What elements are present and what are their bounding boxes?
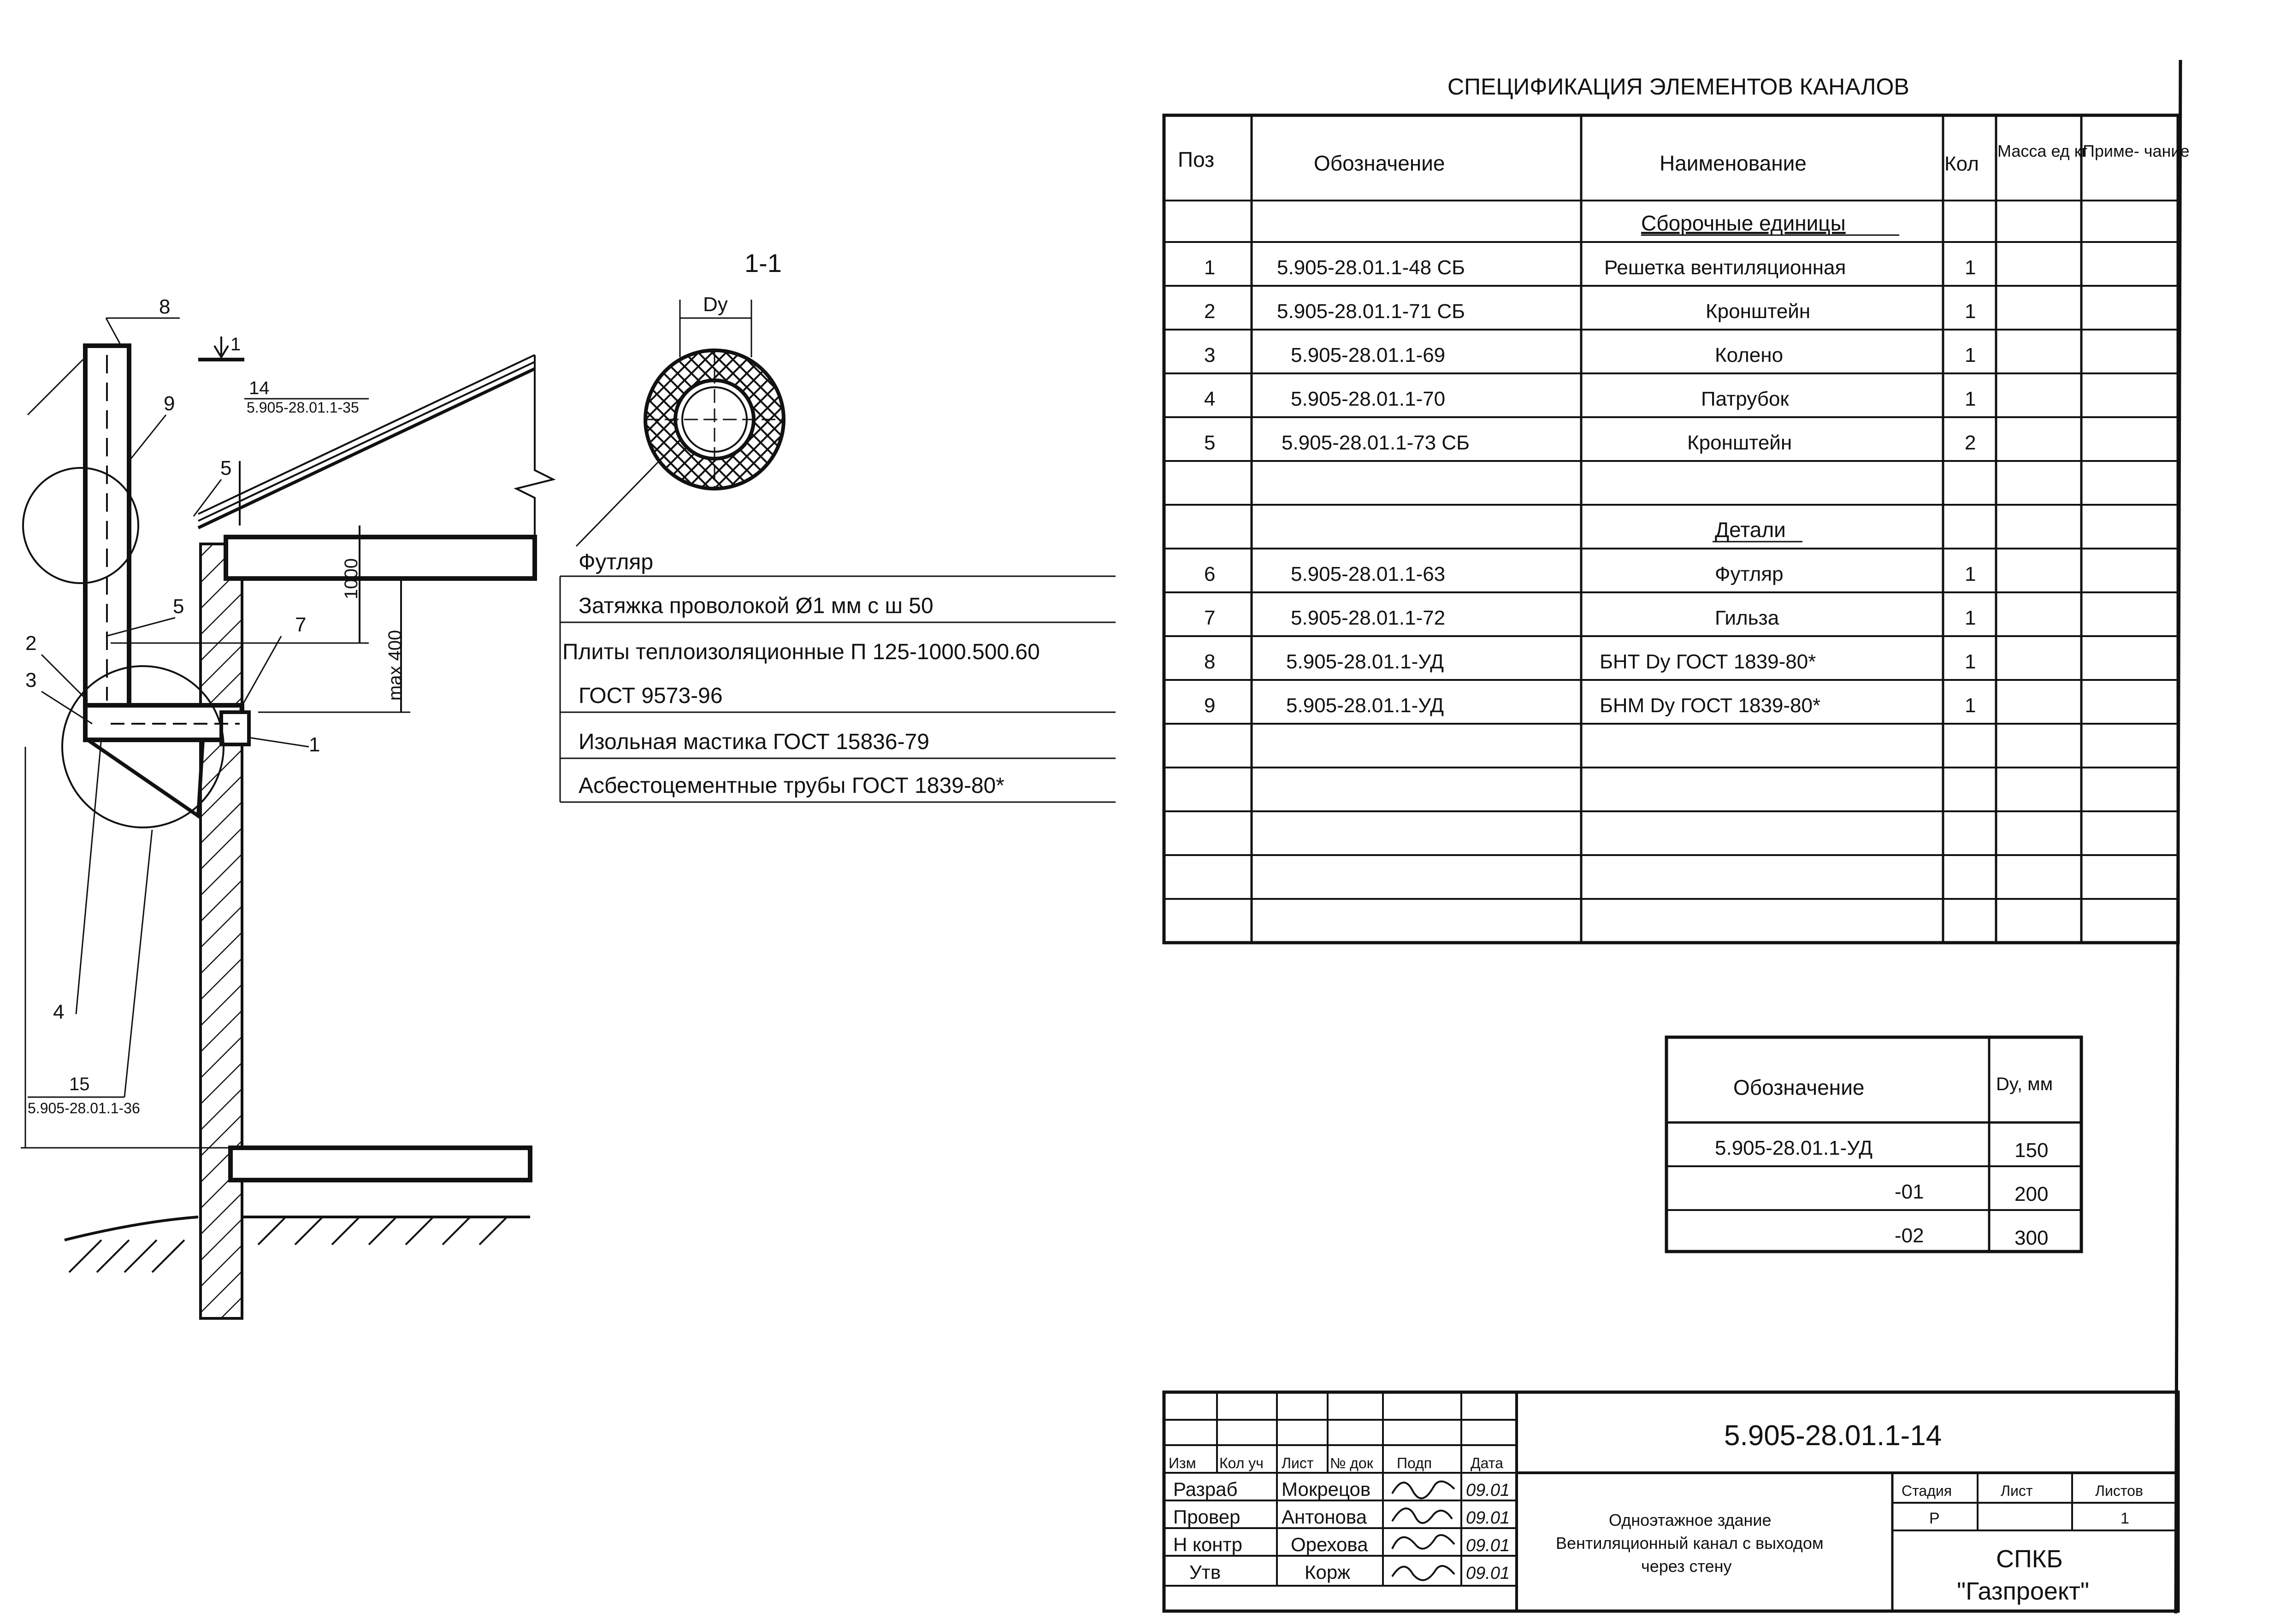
cut-mark-number: 1 [230,334,241,354]
svg-text:1: 1 [1965,650,1976,673]
table-row [1204,563,1976,585]
spec-header-mass: Масса ед кг [1997,142,2088,160]
svg-text:8: 8 [1204,650,1216,673]
ref-15-number: 15 [69,1074,90,1094]
svg-text:1: 1 [1965,344,1976,366]
ref-15-code: 5.905-28.01.1-36 [28,1100,140,1116]
svg-text:5.905-28.01.1-УД: 5.905-28.01.1-УД [1286,650,1444,673]
svg-text:1: 1 [1965,607,1976,629]
tb-col-header: Дата [1471,1455,1503,1471]
callout-2: 2 [25,632,37,655]
tb-col-header: Лист [1282,1455,1314,1471]
org-name: СПКБ [1996,1545,2063,1573]
svg-text:1: 1 [1965,694,1976,717]
svg-text:Кронштейн: Кронштейн [1687,431,1792,454]
elevation-drawing [21,295,553,1318]
svg-text:5.905-28.01.1-73 СБ: 5.905-28.01.1-73 СБ [1282,431,1470,454]
svg-text:5.905-28.01.1-69: 5.905-28.01.1-69 [1291,344,1446,366]
layer-label: Асбестоцементные трубы ГОСТ 1839-80* [579,774,1004,798]
svg-text:200: 200 [2014,1183,2049,1205]
table-row [1204,256,1976,279]
svg-text:3: 3 [1204,344,1216,366]
svg-text:Разраб: Разраб [1173,1478,1238,1500]
svg-text:2: 2 [1965,431,1976,454]
spec-section-details: Детали [1715,518,1786,542]
svg-text:Кронштейн: Кронштейн [1706,300,1811,323]
svg-text:4: 4 [1204,388,1216,410]
dn-header-code: Обозначение [1733,1075,1865,1099]
svg-text:5.905-28.01.1-72: 5.905-28.01.1-72 [1291,607,1446,629]
svg-text:6: 6 [1204,563,1216,585]
dim-max-400: max 400 [385,630,405,701]
table-row [1895,1181,2048,1205]
section-dy-label: Dy [703,293,728,316]
svg-text:5.905-28.01.1-63: 5.905-28.01.1-63 [1291,563,1446,585]
org-name: "Газпроект" [1957,1577,2090,1605]
svg-text:1: 1 [1965,256,1976,279]
svg-text:Гильза: Гильза [1715,607,1779,629]
svg-text:5: 5 [1204,431,1216,454]
wall-hatched [201,544,242,1318]
sheets-value: 1 [2121,1510,2129,1527]
layer-label: Изольная мастика ГОСТ 15836-79 [579,730,929,754]
svg-text:Решетка вентиляционная: Решетка вентиляционная [1604,256,1846,279]
svg-text:Мокрецов: Мокрецов [1282,1478,1371,1500]
layer-label: Футляр [579,550,654,574]
sheet-header: Лист [2001,1482,2033,1499]
section-label: 1-1 [744,248,782,278]
svg-text:09.01: 09.01 [1466,1508,1510,1528]
svg-text:-01: -01 [1895,1181,1924,1203]
callout-5-lower: 5 [173,595,184,618]
callout-8: 8 [159,295,171,318]
callout-5-upper: 5 [220,457,232,479]
svg-text:Антонова: Антонова [1282,1506,1367,1528]
svg-text:Футляр: Футляр [1715,563,1784,585]
doc-description-line: Одноэтажное здание [1609,1511,1772,1530]
svg-text:Провер: Провер [1173,1506,1241,1528]
svg-text:БНМ Dy ГОСТ 1839-80*: БНМ Dy ГОСТ 1839-80* [1600,694,1821,717]
dn-header-dy: Dy, мм [1996,1074,2053,1094]
spec-header-name: Наименование [1660,151,1807,175]
svg-text:5.905-28.01.1-70: 5.905-28.01.1-70 [1291,388,1446,410]
svg-text:5.905-28.01.1-71 СБ: 5.905-28.01.1-71 СБ [1277,300,1465,323]
svg-text:БНТ Dy ГОСТ 1839-80*: БНТ Dy ГОСТ 1839-80* [1600,650,1816,673]
roof-slab [226,537,535,579]
svg-text:Орехова: Орехова [1291,1534,1368,1555]
table-row [1204,607,1976,629]
svg-text:5.905-28.01.1-УД: 5.905-28.01.1-УД [1715,1137,1873,1159]
floor-slab [230,1148,530,1180]
doc-description-line: через стену [1641,1557,1732,1576]
svg-text:1: 1 [1204,256,1216,279]
svg-text:09.01: 09.01 [1466,1564,1510,1583]
dim-1000: 1000 [341,558,361,599]
tb-col-header: Подп [1397,1455,1432,1471]
title-block [1164,1392,2178,1611]
spec-header-pos: Поз [1178,148,1215,171]
svg-text:-02: -02 [1895,1224,1924,1247]
svg-text:2: 2 [1204,300,1216,323]
wall-sleeve [221,712,249,744]
svg-text:09.01: 09.01 [1466,1481,1510,1500]
callout-3: 3 [25,669,37,691]
svg-text:Н контр: Н контр [1173,1534,1242,1555]
ref-14-number: 14 [249,378,270,398]
spec-title: СПЕЦИФИКАЦИЯ ЭЛЕМЕНТОВ КАНАЛОВ [1447,74,1909,100]
spec-header-code: Обозначение [1314,151,1445,175]
spec-section-assemblies: Сборочные единицы [1641,211,1846,235]
svg-text:150: 150 [2014,1139,2049,1162]
svg-text:300: 300 [2014,1227,2049,1249]
table-row [1204,388,1976,410]
svg-text:Корж: Корж [1305,1561,1351,1583]
spec-table [1164,74,2190,943]
svg-text:7: 7 [1204,607,1216,629]
table-row [1895,1224,2048,1249]
svg-text:09.01: 09.01 [1466,1536,1510,1555]
tb-col-header: Изм [1169,1455,1196,1471]
svg-text:9: 9 [1204,694,1216,717]
svg-text:1: 1 [1965,300,1976,323]
table-row [1204,300,1976,323]
table-row [1204,431,1976,454]
doc-description-line: Вентиляционный канал с выходом [1556,1534,1824,1553]
svg-text:5.905-28.01.1-УД: 5.905-28.01.1-УД [1286,694,1444,717]
stage-header: Стадия [1902,1482,1952,1499]
ref-14-code: 5.905-28.01.1-35 [247,399,359,416]
svg-text:5.905-28.01.1-48 СБ: 5.905-28.01.1-48 СБ [1277,256,1465,279]
svg-text:Утв: Утв [1189,1561,1221,1583]
table-row [1204,694,1976,717]
svg-text:1: 1 [1965,388,1976,410]
spec-header-qty: Кол [1944,153,1979,175]
layer-label: Затяжка проволокой Ø1 мм с ш 50 [579,594,933,618]
table-row [1204,650,1976,673]
doc-code: 5.905-28.01.1-14 [1724,1420,1942,1452]
stage-value: Р [1929,1510,1940,1527]
table-row [1204,344,1976,366]
callout-7: 7 [295,614,307,636]
dn-table [1666,1037,2081,1252]
signer-row [1173,1506,1510,1528]
callout-4: 4 [53,1001,65,1023]
sheets-header: Листов [2095,1482,2143,1499]
tb-col-header: № док [1330,1455,1373,1471]
horizontal-duct [85,705,242,740]
tb-col-header: Кол уч [1219,1455,1264,1471]
svg-text:Патрубок: Патрубок [1701,388,1789,410]
section-1-1 [560,248,1116,802]
table-row [1715,1137,2048,1162]
svg-text:Колено: Колено [1715,344,1784,366]
layer-label: Плиты теплоизоляционные П 125-1000.500.60 [562,640,1040,664]
callout-1: 1 [309,733,320,756]
spec-header-note: Приме- чание [2083,142,2190,160]
svg-text:1: 1 [1965,563,1976,585]
layer-label: ГОСТ 9573-96 [579,684,723,708]
signer-row [1173,1478,1510,1500]
signer-row [1173,1534,1510,1555]
callout-9: 9 [164,392,175,415]
